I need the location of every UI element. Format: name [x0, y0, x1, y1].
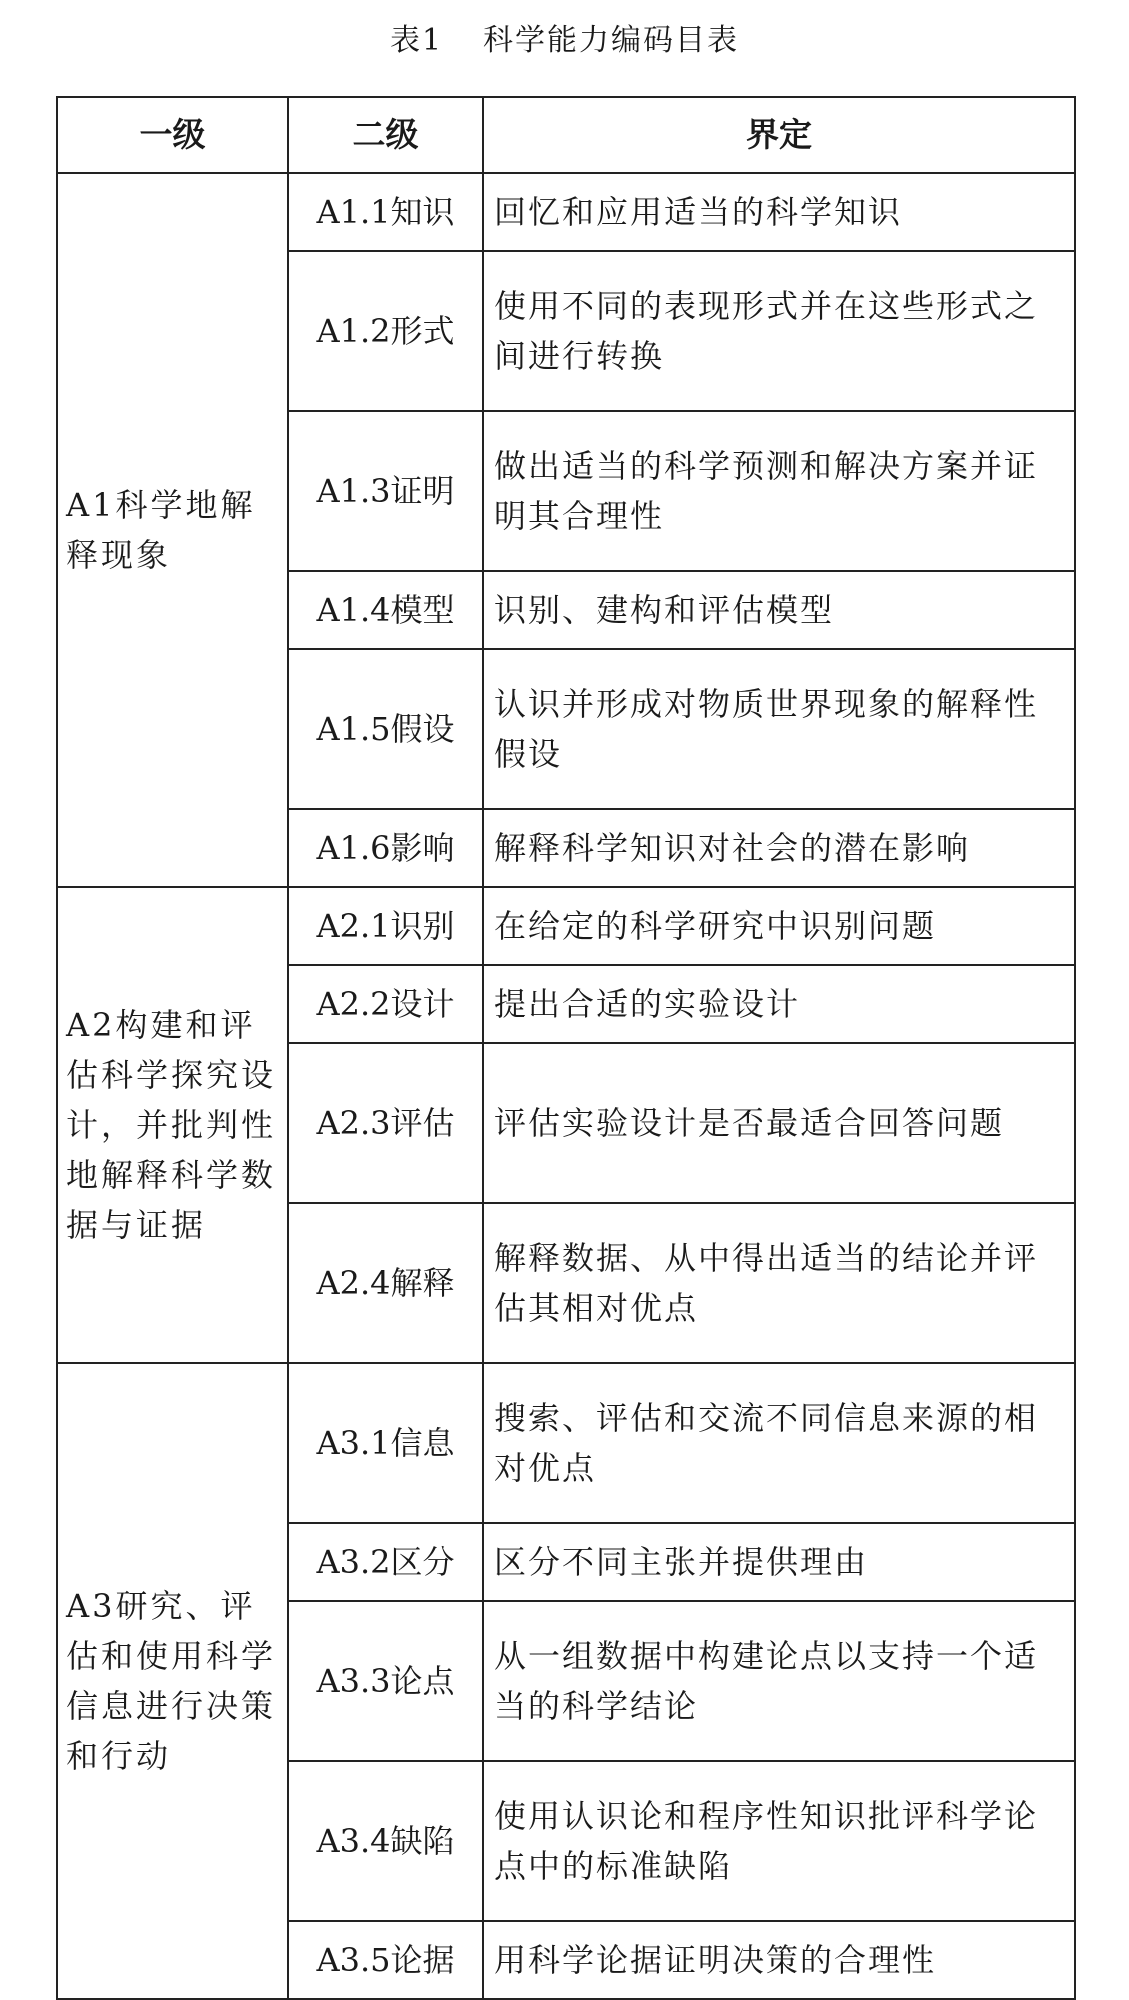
level2-cell: A3.5论据 [288, 1921, 483, 1999]
level2-cell: A1.6影响 [288, 809, 483, 887]
definition-cell: 区分不同主张并提供理由 [483, 1523, 1075, 1601]
level2-cell: A1.2形式 [288, 251, 483, 411]
level2-cell: A3.3论点 [288, 1601, 483, 1761]
definition-cell: 做出适当的科学预测和解决方案并证明其合理性 [483, 411, 1075, 571]
level2-cell: A2.3评估 [288, 1043, 483, 1203]
table-title: 科学能力编码目表 [483, 23, 740, 58]
level2-cell: A1.3证明 [288, 411, 483, 571]
level2-cell: A2.4解释 [288, 1203, 483, 1363]
definition-cell: 使用不同的表现形式并在这些形式之间进行转换 [483, 251, 1075, 411]
definition-cell: 评估实验设计是否最适合回答问题 [483, 1043, 1075, 1203]
level1-cell: A2构建和评估科学探究设计，并批判性地解释科学数据与证据 [57, 887, 288, 1363]
definition-cell: 解释科学知识对社会的潜在影响 [483, 809, 1075, 887]
definition-cell: 在给定的科学研究中识别问题 [483, 887, 1075, 965]
level2-cell: A1.5假设 [288, 649, 483, 809]
level2-cell: A1.4模型 [288, 571, 483, 649]
header-level2: 二级 [288, 97, 483, 173]
level2-cell: A2.2设计 [288, 965, 483, 1043]
level1-cell: A1科学地解释现象 [57, 173, 288, 887]
codebook-table [56, 96, 1076, 2000]
table-row [57, 1363, 1075, 1523]
table-caption [0, 0, 1129, 74]
definition-cell: 提出合适的实验设计 [483, 965, 1075, 1043]
level2-cell: A2.1识别 [288, 887, 483, 965]
definition-cell: 从一组数据中构建论点以支持一个适当的科学结论 [483, 1601, 1075, 1761]
table-row [57, 173, 1075, 251]
definition-cell: 使用认识论和程序性知识批评科学论点中的标准缺陷 [483, 1761, 1075, 1921]
definition-cell: 搜索、评估和交流不同信息来源的相对优点 [483, 1363, 1075, 1523]
level2-cell: A3.4缺陷 [288, 1761, 483, 1921]
level2-cell: A3.1信息 [288, 1363, 483, 1523]
table-row [57, 887, 1075, 965]
definition-cell: 解释数据、从中得出适当的结论并评估其相对优点 [483, 1203, 1075, 1363]
level2-cell: A1.1知识 [288, 173, 483, 251]
table-number: 表1 [389, 23, 444, 58]
level2-cell: A3.2区分 [288, 1523, 483, 1601]
definition-cell: 认识并形成对物质世界现象的解释性假设 [483, 649, 1075, 809]
header-level1: 一级 [57, 97, 288, 173]
header-definition: 界定 [483, 97, 1075, 173]
definition-cell: 回忆和应用适当的科学知识 [483, 173, 1075, 251]
definition-cell: 识别、建构和评估模型 [483, 571, 1075, 649]
level1-cell: A3研究、评估和使用科学信息进行决策和行动 [57, 1363, 288, 1999]
header-row [57, 97, 1075, 173]
definition-cell: 用科学论据证明决策的合理性 [483, 1921, 1075, 1999]
